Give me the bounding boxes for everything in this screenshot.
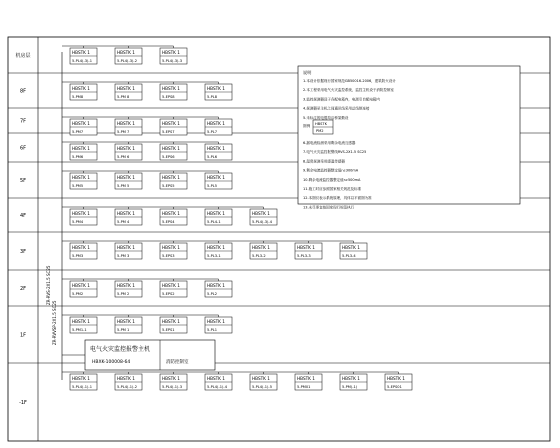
module-model: HBSTK 1: [207, 245, 225, 250]
monitor-module: [70, 279, 97, 297]
monitor-module: [70, 82, 97, 100]
module-model: HBSTK 1: [162, 146, 180, 151]
monitor-module: [115, 46, 142, 64]
monitor-module: [115, 372, 142, 390]
module-panel-id: 5-PL3-3: [297, 254, 311, 258]
riser-cable-label-2: ZR-RVS-2X1.5 SC25: [46, 265, 51, 305]
module-model: HBSTK 1: [207, 211, 225, 216]
module-model: HBSTK 1: [207, 175, 225, 180]
notes-box: [298, 66, 520, 204]
monitor-module: [160, 171, 187, 189]
module-panel-id: 5-PM 4: [117, 220, 130, 224]
module-panel-id: 5-EPS3: [162, 254, 175, 258]
floor-label: -1F: [19, 400, 27, 406]
notes-line: 2.本工程采用电气火灾监控系统，监控主机设于消防控制室: [303, 88, 394, 93]
module-panel-id: 5-EPS6: [162, 155, 175, 159]
module-panel-id: 5-PM5: [72, 184, 84, 188]
monitor-module: [70, 171, 97, 189]
monitor-module: [295, 372, 322, 390]
monitor-module: [115, 142, 142, 160]
monitor-module: [160, 207, 187, 225]
module-panel-id: 5-PL1: [207, 328, 218, 332]
module-panel-id: 5-EPS5: [162, 184, 175, 188]
module-panel-id: 5-PL3-4: [342, 254, 356, 258]
monitor-module: [70, 241, 97, 259]
module-model: HBSTK 1: [117, 319, 135, 324]
notes-line: 9.剩余电流监控器整定值r≤300mA: [303, 168, 359, 173]
notes-title: 说明: [303, 70, 312, 75]
monitor-module: [205, 372, 232, 390]
floor-label: 1F: [19, 332, 27, 339]
legend-module-bottom: PM2: [316, 129, 324, 133]
monitor-module: [385, 372, 412, 390]
monitor-module: [115, 117, 142, 135]
module-model: HBSTK 1: [207, 121, 225, 126]
monitor-module: [115, 82, 142, 100]
module-model: HBSTK 1: [72, 86, 90, 91]
module-model: HBSTK 1: [252, 376, 270, 381]
module-panel-id: 5-EPS01: [387, 385, 402, 389]
module-panel-id: 5-PM1-1: [72, 328, 87, 332]
monitor-module: [160, 142, 187, 160]
monitor-module: [205, 82, 232, 100]
module-panel-id: 5-EPS1: [162, 328, 175, 332]
floor-label: 6F: [19, 145, 27, 152]
module-panel-id: 5-PM 3: [117, 254, 130, 258]
module-panel-id: 5-PL4(-3)-4: [252, 220, 273, 224]
notes-line: 1.本设计依据现行国家规范GB50016-2006，建筑防火设计: [303, 79, 396, 83]
module-model: HBSTK 1: [252, 211, 270, 216]
module-panel-id: 5-PL8: [207, 95, 218, 99]
notes-line: 11.施工时应参照国家相关规范及标准: [303, 187, 362, 191]
module-panel-id: 5-PL4-1: [207, 220, 221, 224]
module-panel-id: 5-PM(-1): [342, 385, 358, 389]
module-panel-id: 5-PM6: [72, 155, 84, 159]
module-model: HBSTK 1: [297, 376, 315, 381]
module-panel-id: 5-PL4(-1)-4: [207, 385, 228, 389]
module-model: HBSTK 1: [72, 121, 90, 126]
module-panel-id: 5-PL4(-1)-3: [162, 385, 183, 389]
module-model: HBSTK 1: [342, 245, 360, 250]
module-panel-id: 5-PL4(-1)-1: [72, 385, 93, 389]
module-panel-id: 5-PL4(-1)-2: [117, 385, 138, 389]
module-model: HBSTK 1: [117, 283, 135, 288]
monitor-module: [205, 117, 232, 135]
module-model: HBSTK 1: [162, 283, 180, 288]
notes-line: 7.电气火灾监控报警线RVS-2X1.5 SC25: [303, 150, 367, 155]
legend-module-top: HBSTK: [315, 122, 327, 126]
module-model: HBSTK 1: [72, 146, 90, 151]
module-panel-id: 5-PM01: [297, 385, 311, 389]
module-model: HBSTK 1: [162, 376, 180, 381]
monitor-module: [205, 241, 232, 259]
floor-label: 机房层: [15, 53, 31, 59]
notes-panel: [298, 66, 520, 209]
module-panel-id: 5-PL4(-1)-5: [252, 385, 273, 389]
floor-label: 5F: [19, 178, 27, 184]
module-panel-id: 5-EPS4: [162, 220, 175, 224]
monitor-module: [205, 171, 232, 189]
module-model: HBSTK 1: [117, 86, 135, 91]
module-panel-id: 5-PM3: [72, 254, 84, 258]
notes-line: 6.漏电流检测采用剩余电流互感器: [303, 141, 356, 145]
controller-model: HBXK-100008-64: [92, 360, 131, 365]
module-panel-id: 5-PL3-1: [207, 254, 221, 258]
floor-label: 8F: [19, 88, 27, 95]
module-panel-id: 5-EPS2: [162, 292, 175, 296]
monitor-module: [160, 241, 187, 259]
notes-line: 12.本图仅表示系统原理，具体以平面图为准: [303, 196, 372, 201]
monitor-module: [295, 241, 322, 259]
module-model: HBSTK 1: [162, 121, 180, 126]
monitor-module: [160, 315, 187, 333]
monitor-module: [70, 46, 97, 64]
module-model: HBSTK 1: [207, 376, 225, 381]
module-panel-id: 5-PL7: [207, 130, 218, 134]
module-panel-id: 5-PL4(-3)-1: [72, 59, 93, 63]
legend-label: 图例: [303, 124, 311, 128]
monitor-module: [340, 241, 367, 259]
floor-label: 3F: [19, 249, 27, 255]
monitor-module: [160, 117, 187, 135]
module-panel-id: 5-PM 2: [117, 292, 130, 296]
module-model: HBSTK 1: [252, 245, 270, 250]
floor-label: 2F: [19, 286, 27, 292]
module-model: HBSTK 1: [117, 376, 135, 381]
module-panel-id: 5-PL4(-3)-2: [117, 59, 138, 63]
floor-label: 4F: [19, 213, 27, 219]
module-panel-id: 5-PM 1: [117, 328, 130, 332]
monitor-module: [250, 241, 277, 259]
module-model: HBSTK 1: [72, 376, 90, 381]
notes-line: 8.温度探测采用感温传感器: [303, 159, 345, 164]
monitor-module: [70, 117, 97, 135]
monitor-module: [160, 46, 187, 64]
module-panel-id: 5-PL6: [207, 155, 218, 159]
monitor-module: [70, 207, 97, 225]
module-panel-id: 5-EPS7: [162, 130, 175, 134]
monitor-module: [70, 142, 97, 160]
module-model: HBSTK 1: [162, 245, 180, 250]
monitor-module: [115, 207, 142, 225]
module-model: HBSTK 1: [117, 175, 135, 180]
module-panel-id: 5-PM7: [72, 130, 84, 134]
module-panel-id: 5-PM2: [72, 292, 84, 296]
monitor-module: [160, 82, 187, 100]
floor-label: 7F: [19, 118, 27, 125]
module-model: HBSTK 1: [342, 376, 360, 381]
module-panel-id: 5-PL4(-3)-3: [162, 59, 183, 63]
module-model: HBSTK 1: [117, 146, 135, 151]
controller-room: 消防控制室: [166, 360, 189, 365]
module-model: HBSTK 1: [72, 319, 90, 324]
module-model: HBSTK 1: [117, 211, 135, 216]
controller-title: 电气火灾监控报警主机: [90, 346, 151, 353]
module-model: HBSTK 1: [117, 245, 135, 250]
controller-box: [85, 340, 215, 370]
monitor-module: [115, 279, 142, 297]
monitor-module: [205, 315, 232, 333]
module-panel-id: 5-PM 6: [117, 155, 130, 159]
module-panel-id: 5-PM4: [72, 220, 84, 224]
module-panel-id: 5-PM 7: [117, 130, 130, 134]
module-panel-id: 5-PL3-2: [252, 254, 266, 258]
controller-panel: [62, 340, 215, 370]
module-model: HBSTK 1: [297, 245, 315, 250]
monitor-module: [205, 207, 232, 225]
notes-line: 13.未尽事宜按国家现行规范执行: [303, 205, 355, 210]
module-model: HBSTK 1: [207, 319, 225, 324]
notes-line: 10.剩余电流监控器整定值r≥500mA: [303, 177, 361, 182]
module-model: HBSTK 1: [117, 121, 135, 126]
monitor-module: [160, 279, 187, 297]
module-panel-id: 5-PL5: [207, 184, 218, 188]
module-model: HBSTK 1: [387, 376, 405, 381]
monitor-module: [115, 315, 142, 333]
monitor-module: [205, 279, 232, 297]
notes-line: 3.监控探测器设于各配电箱内，电源引自配电箱内: [303, 97, 380, 102]
notes-line: 5.未标注的电缆均沿桥架敷设: [303, 115, 349, 120]
monitor-module: [205, 142, 232, 160]
module-panel-id: 5-EPS8: [162, 95, 175, 99]
module-model: HBSTK 1: [162, 211, 180, 216]
monitor-module: [70, 372, 97, 390]
module-panel-id: 5-PM8: [72, 95, 84, 99]
module-model: HBSTK 1: [72, 245, 90, 250]
monitor-module: [115, 171, 142, 189]
notes-line: 4.探测器至主机之间通讯线采用总线制连接: [303, 106, 370, 111]
module-panel-id: 5-PM 8: [117, 95, 130, 99]
riser-cable-label: ZR-RVVSP-2X1.5 SC25: [52, 300, 57, 345]
module-model: HBSTK 1: [117, 50, 135, 55]
monitor-module: [340, 372, 367, 390]
module-model: HBSTK 1: [162, 86, 180, 91]
module-panel-id: 5-PL2: [207, 292, 218, 296]
module-model: HBSTK 1: [162, 50, 180, 55]
module-model: HBSTK 1: [207, 146, 225, 151]
module-model: HBSTK 1: [72, 175, 90, 180]
module-model: HBSTK 1: [207, 86, 225, 91]
module-panel-id: 5-PM 5: [117, 184, 130, 188]
module-model: HBSTK 1: [72, 283, 90, 288]
module-model: HBSTK 1: [207, 283, 225, 288]
module-model: HBSTK 1: [162, 175, 180, 180]
module-model: HBSTK 1: [72, 211, 90, 216]
monitor-module: [250, 207, 277, 225]
monitor-module: [160, 372, 187, 390]
module-model: HBSTK 1: [162, 319, 180, 324]
monitor-module: [115, 241, 142, 259]
monitor-module: [70, 315, 97, 333]
monitor-module: [250, 372, 277, 390]
module-model: HBSTK 1: [72, 50, 90, 55]
